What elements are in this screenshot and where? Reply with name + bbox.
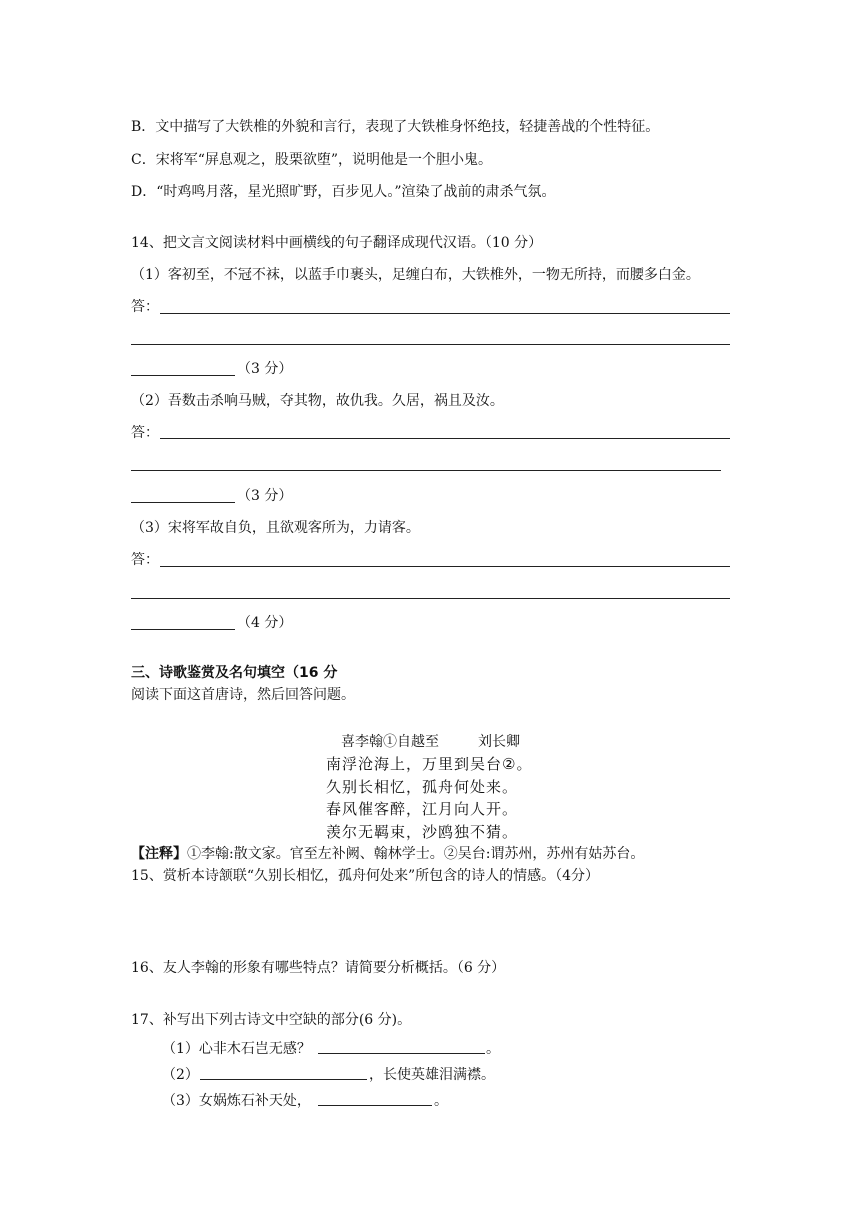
fill-blank[interactable]	[318, 1105, 432, 1106]
answer-line	[131, 502, 235, 503]
note-label: 【注释】	[131, 846, 187, 862]
q17-item-2-prefix: （2）	[162, 1067, 199, 1083]
q17-title: 17、补写出下列古诗文中空缺的部分(6 分)。	[131, 1012, 412, 1028]
option-b: B．文中描写了大铁椎的外貌和言行，表现了大铁椎身怀绝技，轻捷善战的个性特征。	[131, 119, 660, 135]
answer-line	[160, 438, 730, 439]
fill-blank[interactable]	[200, 1079, 367, 1080]
fill-blank[interactable]	[318, 1053, 485, 1054]
poem-author: 刘长卿	[478, 734, 520, 750]
q17-item-3-suffix: 。	[434, 1093, 448, 1109]
q17-item-1-suffix: 。	[486, 1041, 500, 1057]
answer-line	[160, 313, 730, 314]
poem-line: 春风催客醉，江月向人开。	[326, 800, 519, 818]
answer-label: 答：	[131, 299, 159, 315]
answer-line	[131, 470, 721, 471]
option-d: D．“时鸡鸣月落，星光照旷野，百步见人。”渲染了战前的肃杀气氛。	[131, 184, 556, 200]
q14-item-3-score: （4 分）	[237, 615, 293, 631]
section3-instruction: 阅读下面这首唐诗，然后回答问题。	[131, 687, 355, 703]
q14-item-2: （2）吾数击杀响马贼，夺其物，故仇我。久居，祸且及汝。	[131, 393, 504, 409]
answer-label: 答：	[131, 425, 159, 441]
answer-line	[131, 629, 235, 630]
answer-label: 答：	[131, 552, 159, 568]
q17-item-3-prefix: （3）女娲炼石补天处，	[162, 1093, 311, 1109]
section3-heading: 三、诗歌鉴赏及名句填空（16 分	[131, 665, 338, 681]
q15-text: 15、赏析本诗颔联“久别长相忆，孤舟何处来”所包含的诗人的情感。（4分）	[131, 868, 600, 884]
q14-item-1: （1）客初至，不冠不袜，以蓝手巾裹头，足缠白布，大铁椎外，一物无所持，而腰多白金。	[131, 267, 700, 283]
note-text: ①李翰:散文家。官至左补阙、翰林学士。②吴台:谓苏州，苏州有姑苏台。	[187, 846, 645, 862]
q14-item-3: （3）宋将军故自负，且欲观客所为，力请客。	[131, 520, 420, 536]
answer-line	[131, 375, 235, 376]
poem-title: 喜李翰①自越至	[341, 734, 439, 750]
q16-text: 16、友人李翰的形象有哪些特点？请简要分析概括。（6 分）	[131, 960, 506, 976]
q14-item-1-score: （3 分）	[237, 361, 293, 377]
answer-line	[131, 344, 730, 345]
answer-line	[160, 566, 730, 567]
answer-line	[131, 598, 730, 599]
poem-note	[131, 847, 644, 861]
q14-title: 14、把文言文阅读材料中画横线的句子翻译成现代汉语。（10 分）	[131, 235, 543, 251]
q17-item-1-prefix: （1）心非木石岂无感？	[162, 1041, 311, 1057]
option-c: C．宋将军“屏息观之，股栗欲堕”，说明他是一个胆小鬼。	[131, 152, 493, 168]
q17-item-2-suffix: ，长使英雄泪满襟。	[369, 1067, 495, 1083]
q14-item-2-score: （3 分）	[237, 488, 293, 504]
poem-line: 羡尔无羁束，沙鸥独不猜。	[326, 823, 519, 841]
poem-line: 久别长相忆，孤舟何处来。	[326, 778, 519, 796]
poem-line: 南浮沧海上，万里到吴台②。	[326, 755, 533, 773]
